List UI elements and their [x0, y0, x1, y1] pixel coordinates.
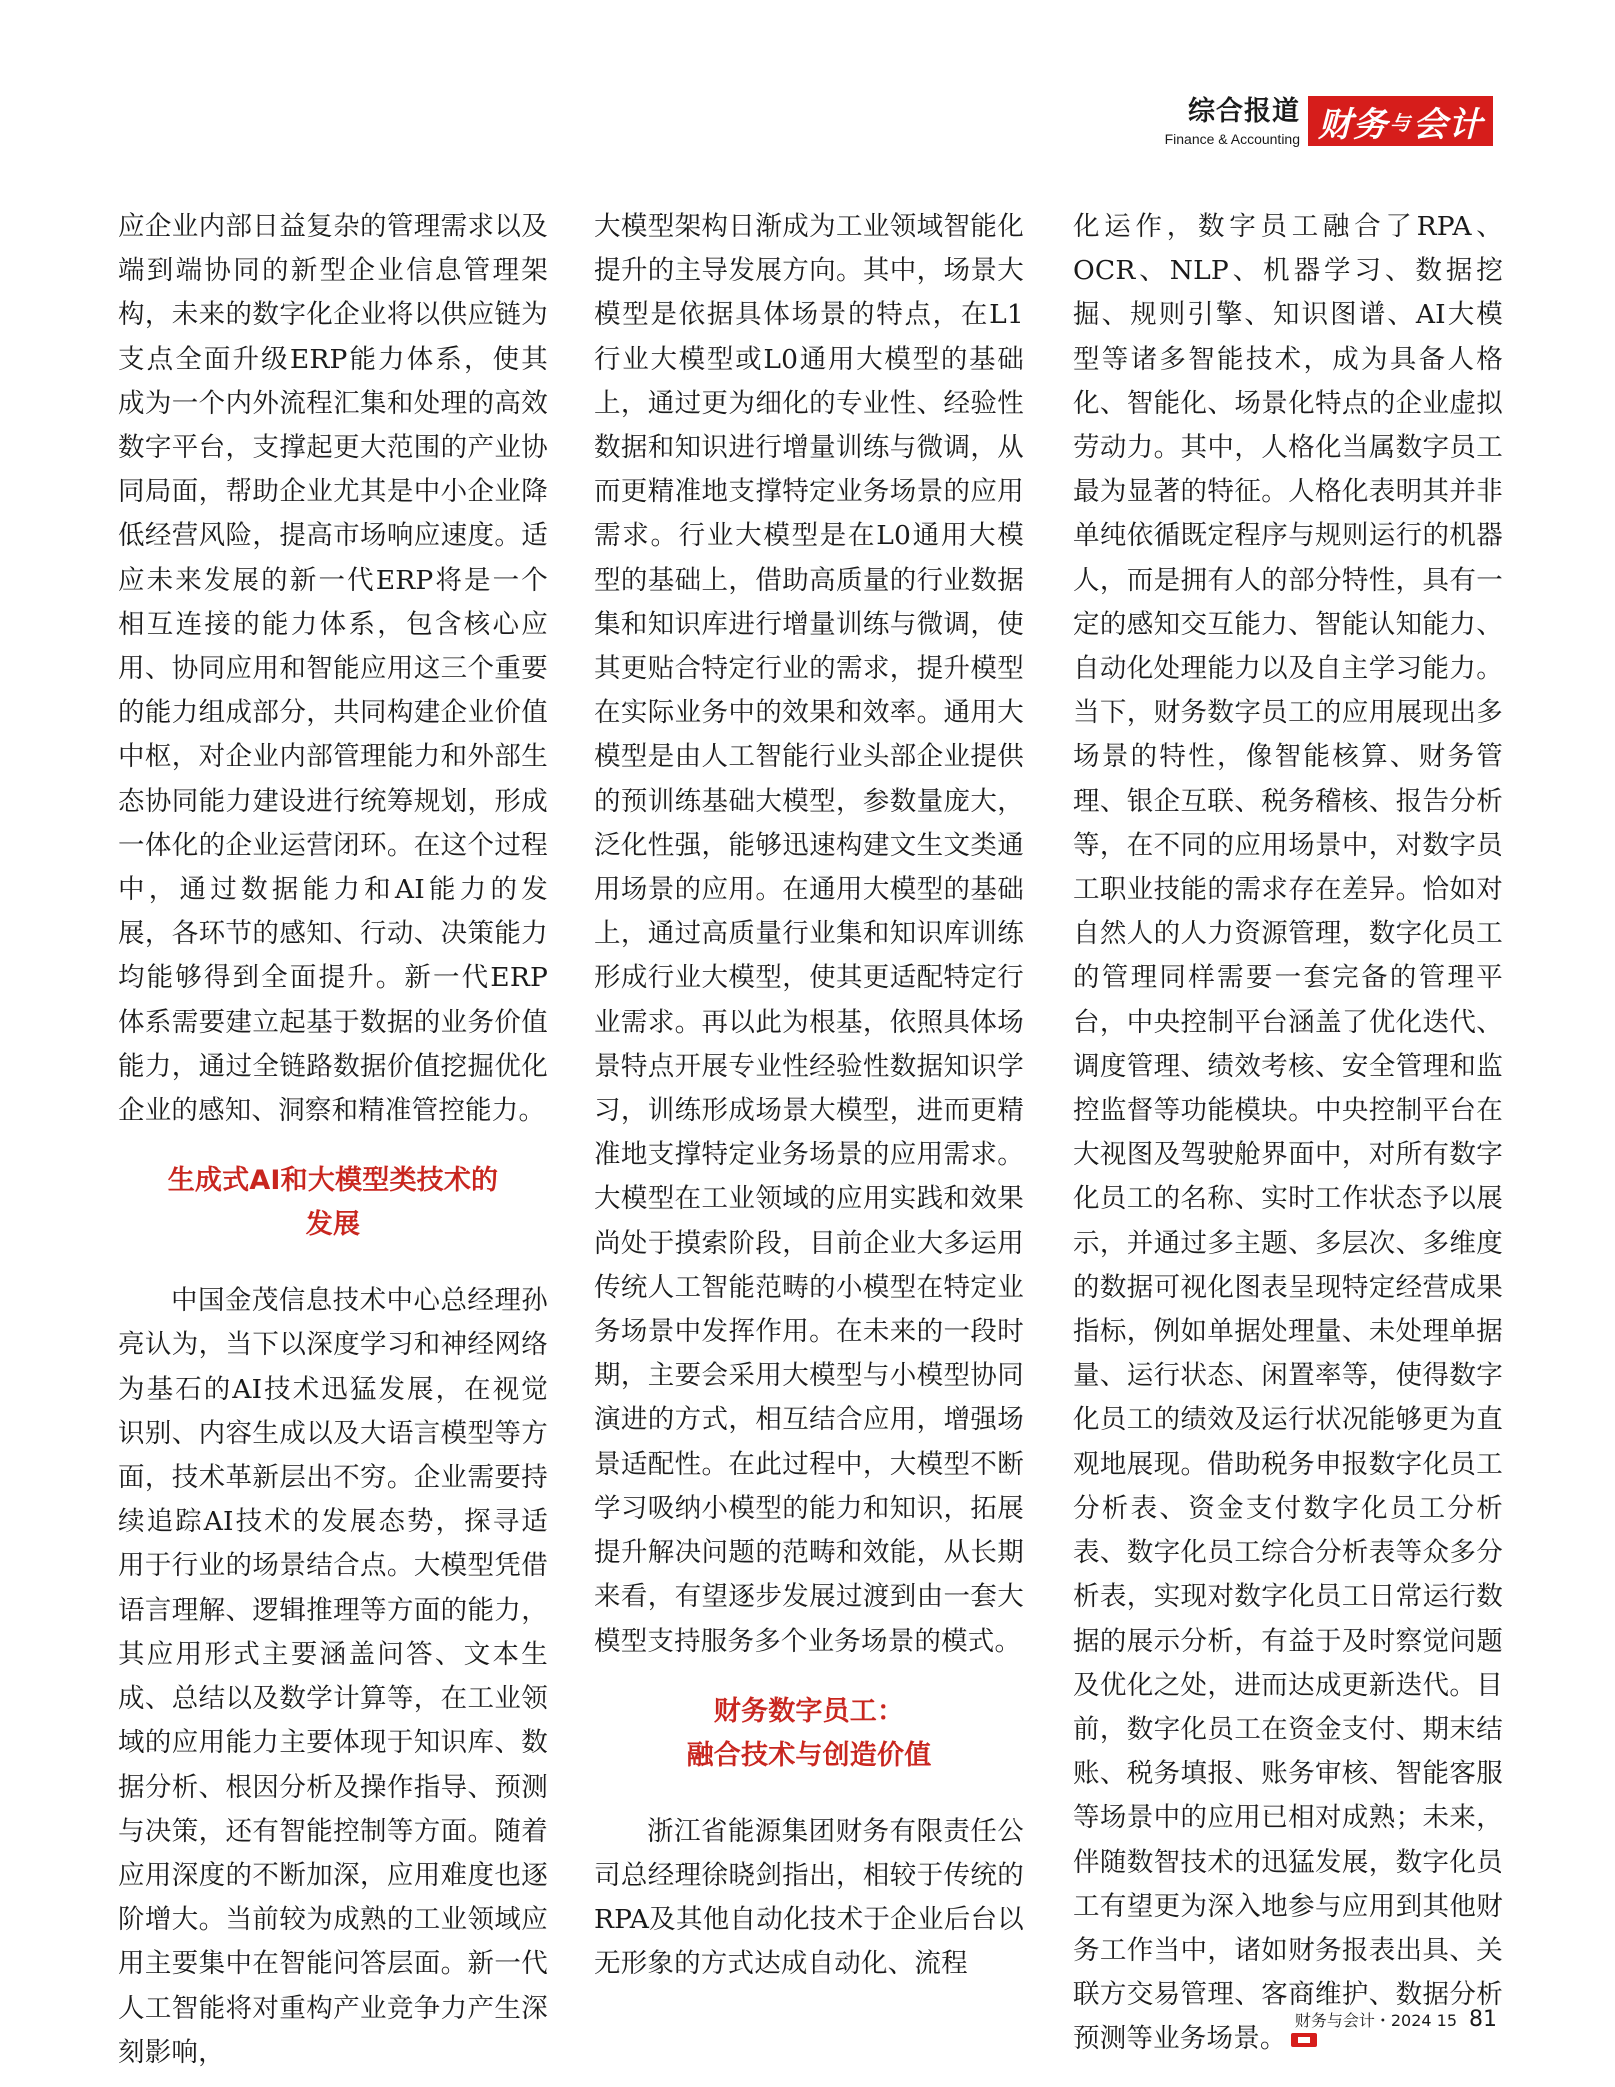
- section-subtitle: Finance & Accounting: [1164, 131, 1300, 147]
- end-mark-icon: [1291, 2033, 1317, 2047]
- logo-text-a: 财务: [1318, 104, 1388, 145]
- column-2: [594, 205, 1024, 1987]
- paragraph-text: 化运作，数字员工融合了RPA、OCR、NLP、机器学习、数据挖掘、规则引擎、知识图谱、AI大模型等诸多智能技术，成为具备人格化、智能化、场景化特点的企业虚拟劳动力。其中，人格化当属数字员工最为显著的特征。人格化表明其并非单纯依循既定程序与规则运行的机器人，而是拥有人的部分特性，具有一定的感知交互能力、智能认知能力、自动化处理能力以及自主学习能力。当下，财务数字员工的应用展现出多场景的特性，像智能核算、财务管理、银企互联、税务稽核、报告分析等，在不同的应用场景中，对数字员工职业技能的需求存在差异。恰如对自然人的人力资源管理，数字化员工的管理同样需要一套完备的管理平台，中央控制平台涵盖了优化迭代、调度管理、绩效考核、安全管理和监控监督等功能模块。中央控制平台在大视图及驾驶舱界面中，对所有数字化员工的名称、实时工作状态予以展示，并通过多主题、多层次、多维度的数据可视化图表呈现特定经营成果指标，例如单据处理量、未处理单据量、运行状态、闲置率等，使得数字化员工的绩效及运行状况能够更为直观地展现。借助税务申报数字化员工分析表、资金支付数字化员工分析表、数字化员工综合分析表等众多分析表，实现对数字化员工日常运行数据的展示分析，有益于及时察觉问题及优化之处，进而达成更新迭代。目前，数字化员工在资金支付、期末结账、税务填报、账务审核、智能客服等场景中的应用已相对成熟；未来，伴随数智技术的迅猛发展，数字化员工有望更为深入地参与应用到其他财务工作当中，诸如财务报表出具、关联方交易管理、客商维护、数据分析预测等业务场景。: [1073, 211, 1503, 2055]
- heading-line-2: 发展: [305, 1209, 361, 1241]
- paragraph: 大模型架构日渐成为工业领域智能化提升的主导发展方向。其中，场景大模型是依据具体场景的特点，在L1行业大模型或L0通用大模型的基础上，通过更为细化的专业性、经验性数据和知识进行增量训练与微调，从而更精准地支撑特定业务场景的应用需求。行业大模型是在L0通用大模型的基础上，借助高质量的行业数据集和知识库进行增量训练与微调，使其更贴合特定行业的需求，提升模型在实际业务中的效果和效率。通用大模型是由人工智能行业头部企业提供的预训练基础大模型，参数量庞大，泛化性强，能够迅速构建文生文类通用场景的应用。在通用大模型的基础上，通过高质量行业集和知识库训练形成行业大模型，使其更适配特定行业需求。再以此为根基，依照具体场景特点开展专业性经验性数据知识学习，训练形成场景大模型，进而更精准地支撑特定业务场景的应用需求。大模型在工业领域的应用实践和效果尚处于摸索阶段，目前企业大多运用传统人工智能范畴的小模型在特定业务场景中发挥作用。在未来的一段时期，主要会采用大模型与小模型协同演进的方式，相互结合应用，增强场景适配性。在此过程中，大模型不断学习吸纳小模型的能力和知识，拓展提升解决问题的范畴和效能，从长期来看，有望逐步发展过渡到由一套大模型支持服务多个业务场景的模式。: [594, 211, 1024, 1657]
- paragraph: 中国金茂信息技术中心总经理孙亮认为，当下以深度学习和神经网络为基石的AI技术迅猛发展，在视觉识别、内容生成以及大语言模型等方面，技术革新层出不穷。企业需要持续追踪AI技术的发展态势，探寻适用于行业的场景结合点。大模型凭借语言理解、逻辑推理等方面的能力，其应用形式主要涵盖问答、文本生成、总结以及数学计算等，在工业领域的应用能力主要体现于知识库、数据分析、根因分析及操作指导、预测与决策，还有智能控制等方面。随着应用深度的不断加深，应用难度也逐阶增大。当前较为成熟的工业领域应用主要集中在智能问答层面。新一代人工智能将对重构产业竞争力产生深刻影响，: [118, 1285, 548, 2068]
- page-number: 81: [1469, 2007, 1497, 2032]
- journal-logo: [1308, 96, 1493, 146]
- heading-line-1: 生成式AI和大模型类技术的: [167, 1165, 499, 1197]
- logo-text-b: 与: [1390, 110, 1411, 135]
- paragraph: [1073, 205, 1503, 2062]
- heading-line-2: 融合技术与创造价值: [686, 1739, 932, 1771]
- paragraph: 浙江省能源集团财务有限责任公司总经理徐晓剑指出，相较于传统的RPA及其他自动化技术于企业后台以无形象的方式达成自动化、流程: [594, 1815, 1024, 1980]
- logo-text-c: 会计: [1413, 104, 1483, 145]
- heading-line-1: 财务数字员工：: [713, 1695, 905, 1727]
- page-header: [1165, 96, 1493, 152]
- header-text: [1165, 96, 1300, 148]
- paragraph: 应企业内部日益复杂的管理需求以及端到端协同的新型企业信息管理架构，未来的数字化企业将以供应链为支点全面升级ERP能力体系，使其成为一个内外流程汇集和处理的高效数字平台，支撑起更大范围的产业协同局面，帮助企业尤其是中小企业降低经营风险，提高市场响应速度。适应未来发展的新一代ERP将是一个相互连接的能力体系，包含核心应用、协同应用和智能应用这三个重要的能力组成部分，共同构建企业价值中枢，对企业内部管理能力和外部生态协同能力建设进行统筹规划，形成一体化的企业运营闭环。在这个过程中，通过数据能力和AI能力的发展，各环节的感知、行动、决策能力均能够得到全面提升。新一代ERP体系需要建立起基于数据的业务价值能力，通过全链路数据价值挖掘优化企业的感知、洞察和精准管控能力。: [118, 211, 548, 1127]
- column-3: [1073, 205, 1503, 2062]
- section-heading-genai: [118, 1159, 548, 1247]
- page-footer: [1295, 2007, 1497, 2032]
- column-1: [118, 205, 548, 2075]
- journal-issue: 财务与会计・2024 15: [1294, 2011, 1457, 2030]
- section-heading-digital-staff: [594, 1690, 1024, 1778]
- section-title: 综合报道: [1188, 96, 1300, 127]
